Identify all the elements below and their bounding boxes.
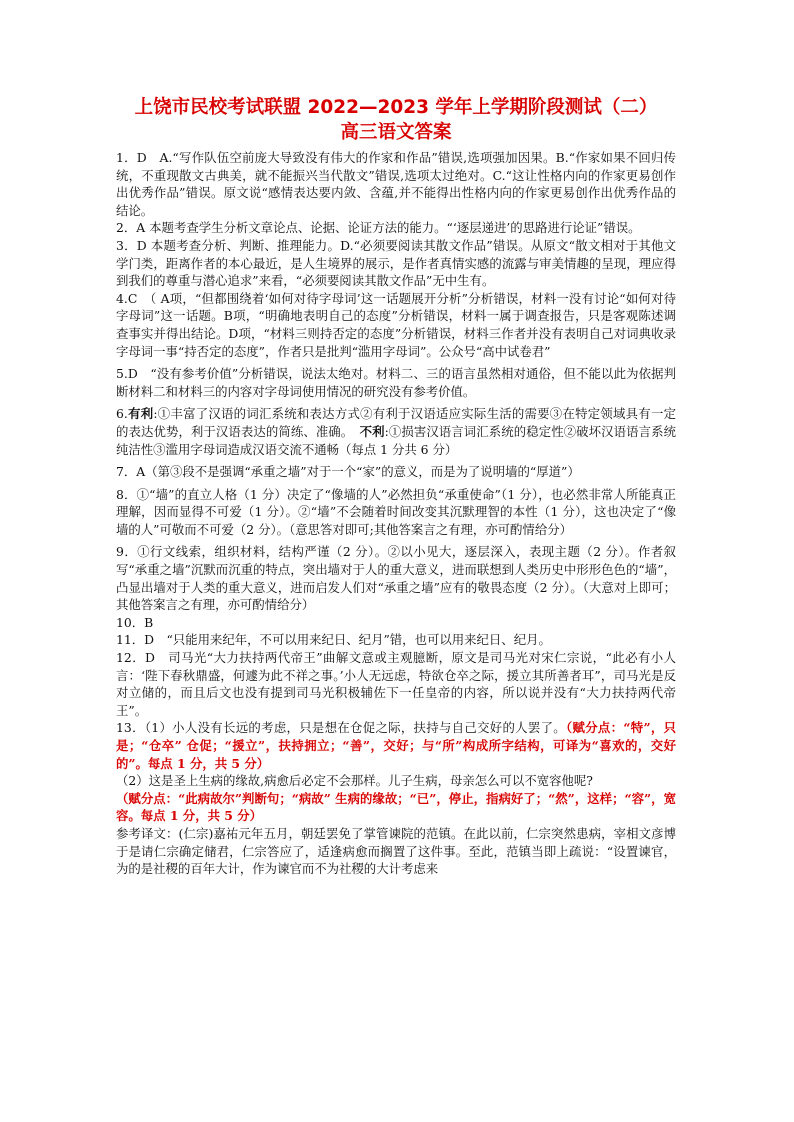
- answer-q9: 9．①行文线索，组织材料，结构严谨（2 分）。②以小见大，逐层深入，表现主题（2 分）。作者叙写“承重之墙”沉默而沉重的特点，突出墙对于人的重大意义，进而联想到人类历史中形形色色的“墙”，凸显出墙对于人类的重大意义，进而启发人们对“承重之墙”应有的敬畏态度（2 分）。（大意对上即可；其他答案言之有理，亦可酌情给分）: [116, 544, 676, 613]
- answer-q2: 2．A 本题考查学生分析文章论点、论据、论证方法的能力。“‘逐层递进’的思路进行论证”错误。: [116, 220, 641, 236]
- answer-content: [116, 149, 676, 878]
- q6-advantage-label: 有利: [127, 406, 154, 422]
- q13-2-scoring: （赋分点：“此病故尔”判断句；“病故” 生病的缘故；“已”，停止，指病好了；“然”，这样；“容”，宽容。每点 1 分，共 5 分）: [116, 790, 676, 824]
- answer-q4: 4.C （ A项，“但都围绕着‘如何对待字母词’这一话题展开分析”分析错误，材料一没有讨论“如何对待字母词”这一话题。B项，“明确地表明自己的态度”分析错误，材料一属于调查报告，只是客观陈述调查事实并得出结论。D项，“材料三则持否定的态度”分析错误，材料三作者并没有表明自己对词典收录字母词一事“持否定的态度”，作者只是批判“滥用字母词”。公众号“高中试卷君”: [116, 290, 676, 359]
- answer-q11: 11．D “只能用来纪年，不可以用来纪日、纪月”错，也可以用来纪日、纪月。: [116, 632, 551, 648]
- q6-disadvantage-label: 不利: [359, 423, 385, 439]
- answer-q10: 10．B: [116, 614, 154, 630]
- q13-2-translation: （2）这是圣上生病的缘故,病愈后必定不会那样。儿子生病，母亲怎么可以不宽容他呢?: [116, 773, 593, 789]
- q13-1-translation: 13．（1）小人没有长远的考虑，只是想在仓促之际，扶持与自己交好的人罢了。: [116, 720, 566, 736]
- q6-advantage-text: :①丰富了汉语的词汇系统和表达方式②有利于汉语适应实际生活的需要③在特定领域具有一定的表达优势，利于汉语表达的简练、准确。: [116, 406, 676, 439]
- q6-disadvantage-text: :①损害汉语言词汇系统的稳定性②破坏汉语语言系统纯洁性③滥用字母词造成汉语交流不通畅（每点 1 分共 6 分）: [116, 423, 676, 457]
- answer-q5: 5.D “没有参考价值”分析错误，说法太绝对。材料二、三的语言虽然相对通俗，但不能以此为依据判断材料二和材料三的内容对字母词使用情况的研究没有参考价值。: [116, 366, 676, 399]
- answer-q13-2: [116, 772, 676, 825]
- page-subtitle: 高三语文答案: [340, 122, 452, 143]
- q13-1-scoring: （赋分点：“特”，只是；“仓卒” 仓促；“援立”，扶持拥立；“善”，交好；与“所”构成所字结构，可译为“喜欢的，交好的”。每点 1 分，共 5 分）: [116, 720, 676, 771]
- answer-q13-1: [116, 719, 676, 772]
- answer-q7: 7．A（第③段不是强调“承重之墙”对于一个“家”的意义，而是为了说明墙的“厚道”）: [116, 464, 580, 480]
- answer-q1: 1．D A.“写作队伍空前庞大导致没有伟大的作家和作品”错误,选项强加因果。B.“作家如果不回归传统，不重现散文古典美，就不能振兴当代散文”错误,选项太过绝对。C.“这让性格内向的作家更易创作出优秀作品”错误。原文说“感情表达要内敛、含蕴,并不能得出性格内向的作家更易创作出优秀作品的结论。: [116, 150, 676, 218]
- q6-number: 6.: [116, 406, 128, 422]
- reference-translation: 参考译文：(仁宗)嘉祐元年五月，朝廷罢免了掌管谏院的范镇。在此以前，仁宗突然患病，宰相文彦博于是请仁宗确定储君，仁宗答应了，适逢病愈而搁置了这件事。至此，范镇当即上疏说：“设置谏官，为的是社稷的百年大计，作为谏官而不为社稷的大计考虑来: [116, 825, 676, 877]
- answer-q6: [116, 405, 676, 458]
- answer-q8: 8．①“墙”的直立人格（1 分）决定了“像墙的人”必然担负“承重使命”（1 分），也必然非常人所能真正理解，因而显得不可爱（1 分）。②“墙”不会随着时间改变其沉默理智的本性（1 分），这也决定了“像墙的人”可敬而不可爱（2 分）。（意思答对即可;其他答案言之有理，亦可酌情给分）: [116, 486, 676, 537]
- page-title: 上饶市民校考试联盟 2022—2023 学年上学期阶段测试（二）: [134, 97, 658, 118]
- answer-q3: 3．D 本题考查分析、判断、推理能力。D.“必须要阅读其散文作品”错误。从原文“散文相对于其他文学门类，距离作者的本心最近，是人生境界的展示，是作者真情实感的流露与审美情趣的呈现，理应得到我们的尊重与潜心追求”来看，“必须要阅读其散文作品”无中生有。: [116, 237, 676, 289]
- answer-q12: 12．D 司马光“大力扶持两代帝王”曲解文意或主观臆断，原文是司马光对宋仁宗说，“此必有小人言：‘陛下春秋鼎盛，何遽为此不祥之事。’小人无远虑，特欲仓卒之际，援立其所善者耳”，司马光是反对立储的，而且后文也没有提到司马光积极辅佐下一任皇帝的内容，所以说并没有“大力扶持两代帝王”。: [116, 650, 676, 718]
